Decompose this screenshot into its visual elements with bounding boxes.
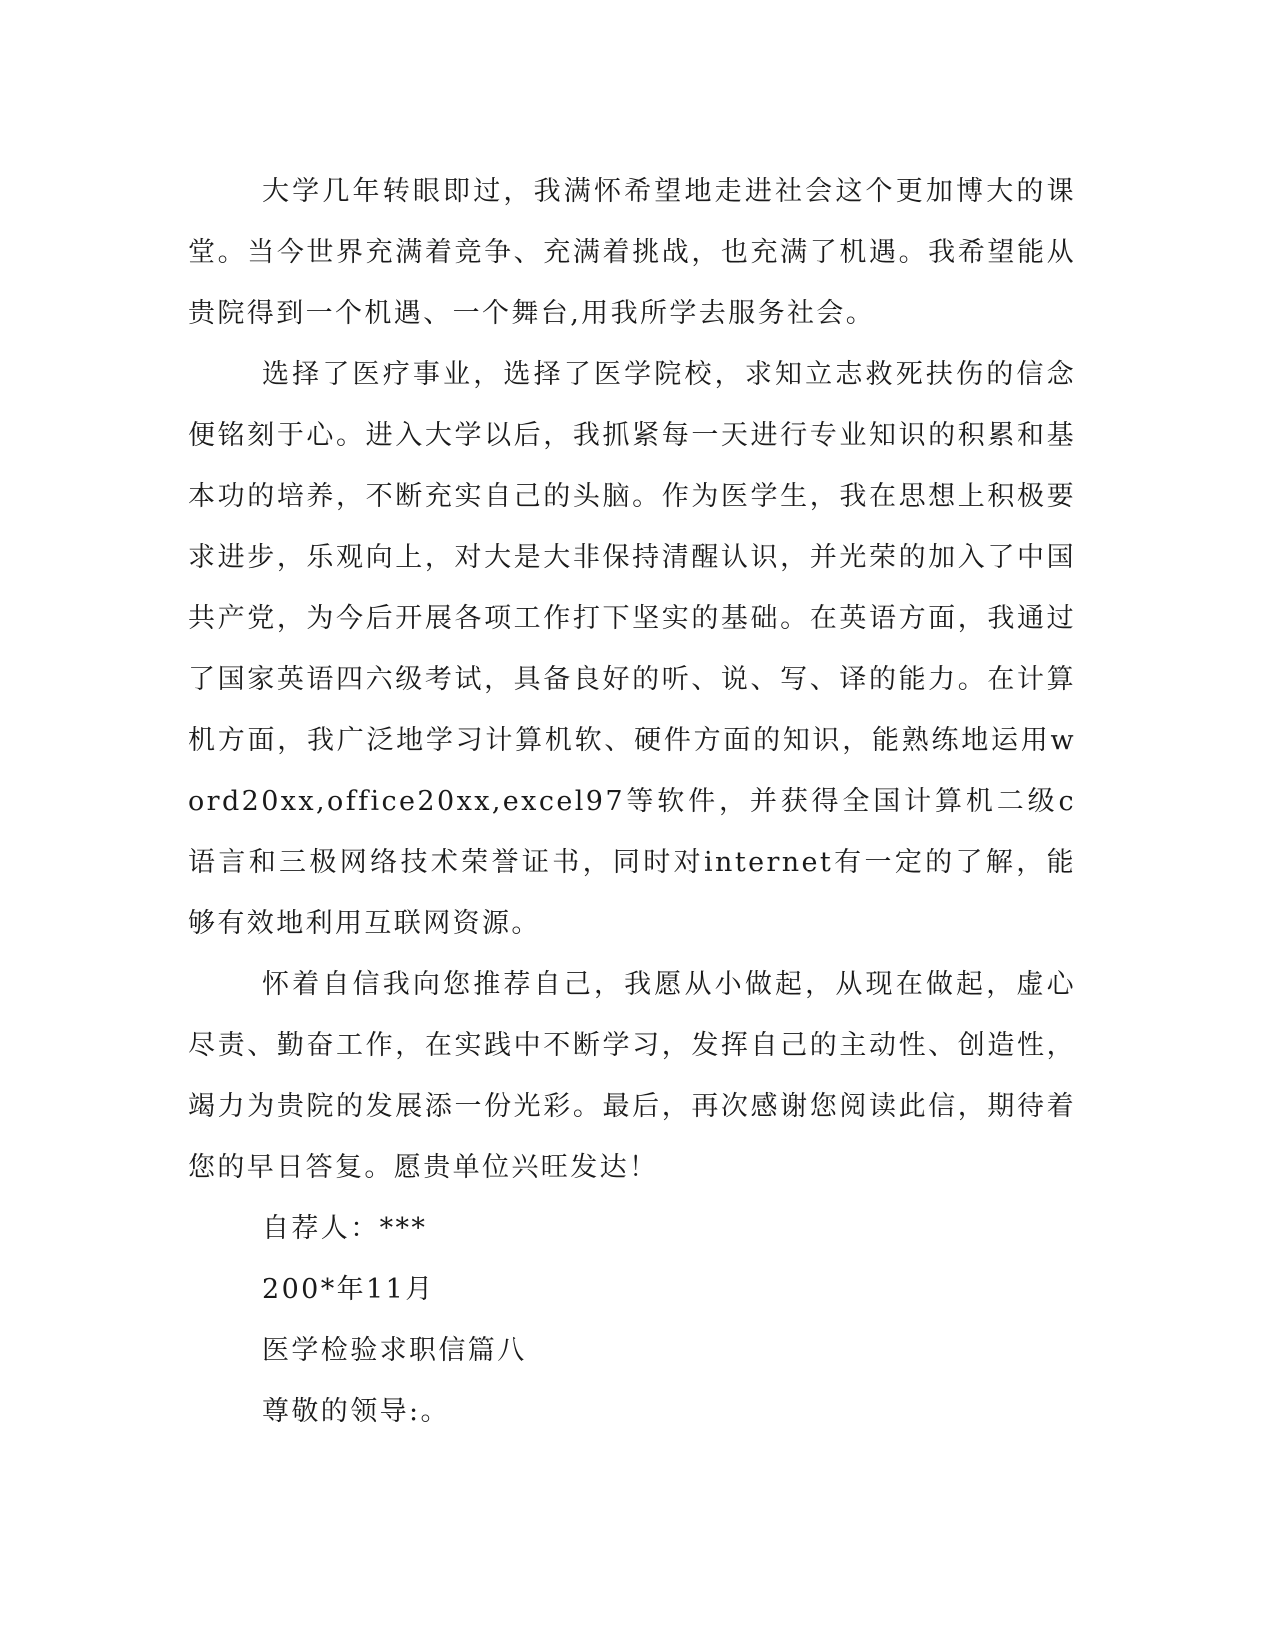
paragraph-qualifications: 选择了医疗事业，选择了医学院校，求知立志救死扶伤的信念便铭刻于心。进入大学以后，我抓紧每一天进行专业知识的积累和基本功的培养，不断充实自己的头脑。作为医学生，我在思想上积极要求进步，乐观向上，对大是大非保持清醒认识，并光荣的加入了中国共产党，为今后开展各项工作打下坚实的基础。在英语方面，我通过了国家英语四六级考试，具备良好的听、说、写、译的能力。在计算机方面，我广泛地学习计算机软、硬件方面的知识，能熟练地运用word20xx,office20xx,excel97等软件，并获得全国计算机二级c语言和三极网络技术荣誉证书，同时对internet有一定的了解，能够有效地利用互联网资源。 bbox=[188, 359, 1076, 939]
paragraph-closing: 怀着自信我向您推荐自己，我愿从小做起，从现在做起，虚心尽责、勤奋工作，在实践中不断学习，发挥自己的主动性、创造性，竭力为贵院的发展添一份光彩。最后，再次感谢您阅读此信，期待着您的早日答复。愿贵单位兴旺发达！ bbox=[188, 969, 1076, 1183]
date-line: 200*年11月 bbox=[262, 1274, 435, 1305]
signature-line: 自荐人：*** bbox=[262, 1213, 428, 1244]
section-heading: 医学检验求职信篇八 bbox=[262, 1335, 527, 1366]
paragraph-intro: 大学几年转眼即过，我满怀希望地走进社会这个更加博大的课堂。当今世界充满着竞争、充满着挑战，也充满了机遇。我希望能从贵院得到一个机遇、一个舞台,用我所学去服务社会。 bbox=[188, 176, 1076, 329]
salutation-line: 尊敬的领导:。 bbox=[262, 1396, 450, 1427]
letter-body bbox=[188, 161, 1076, 1442]
